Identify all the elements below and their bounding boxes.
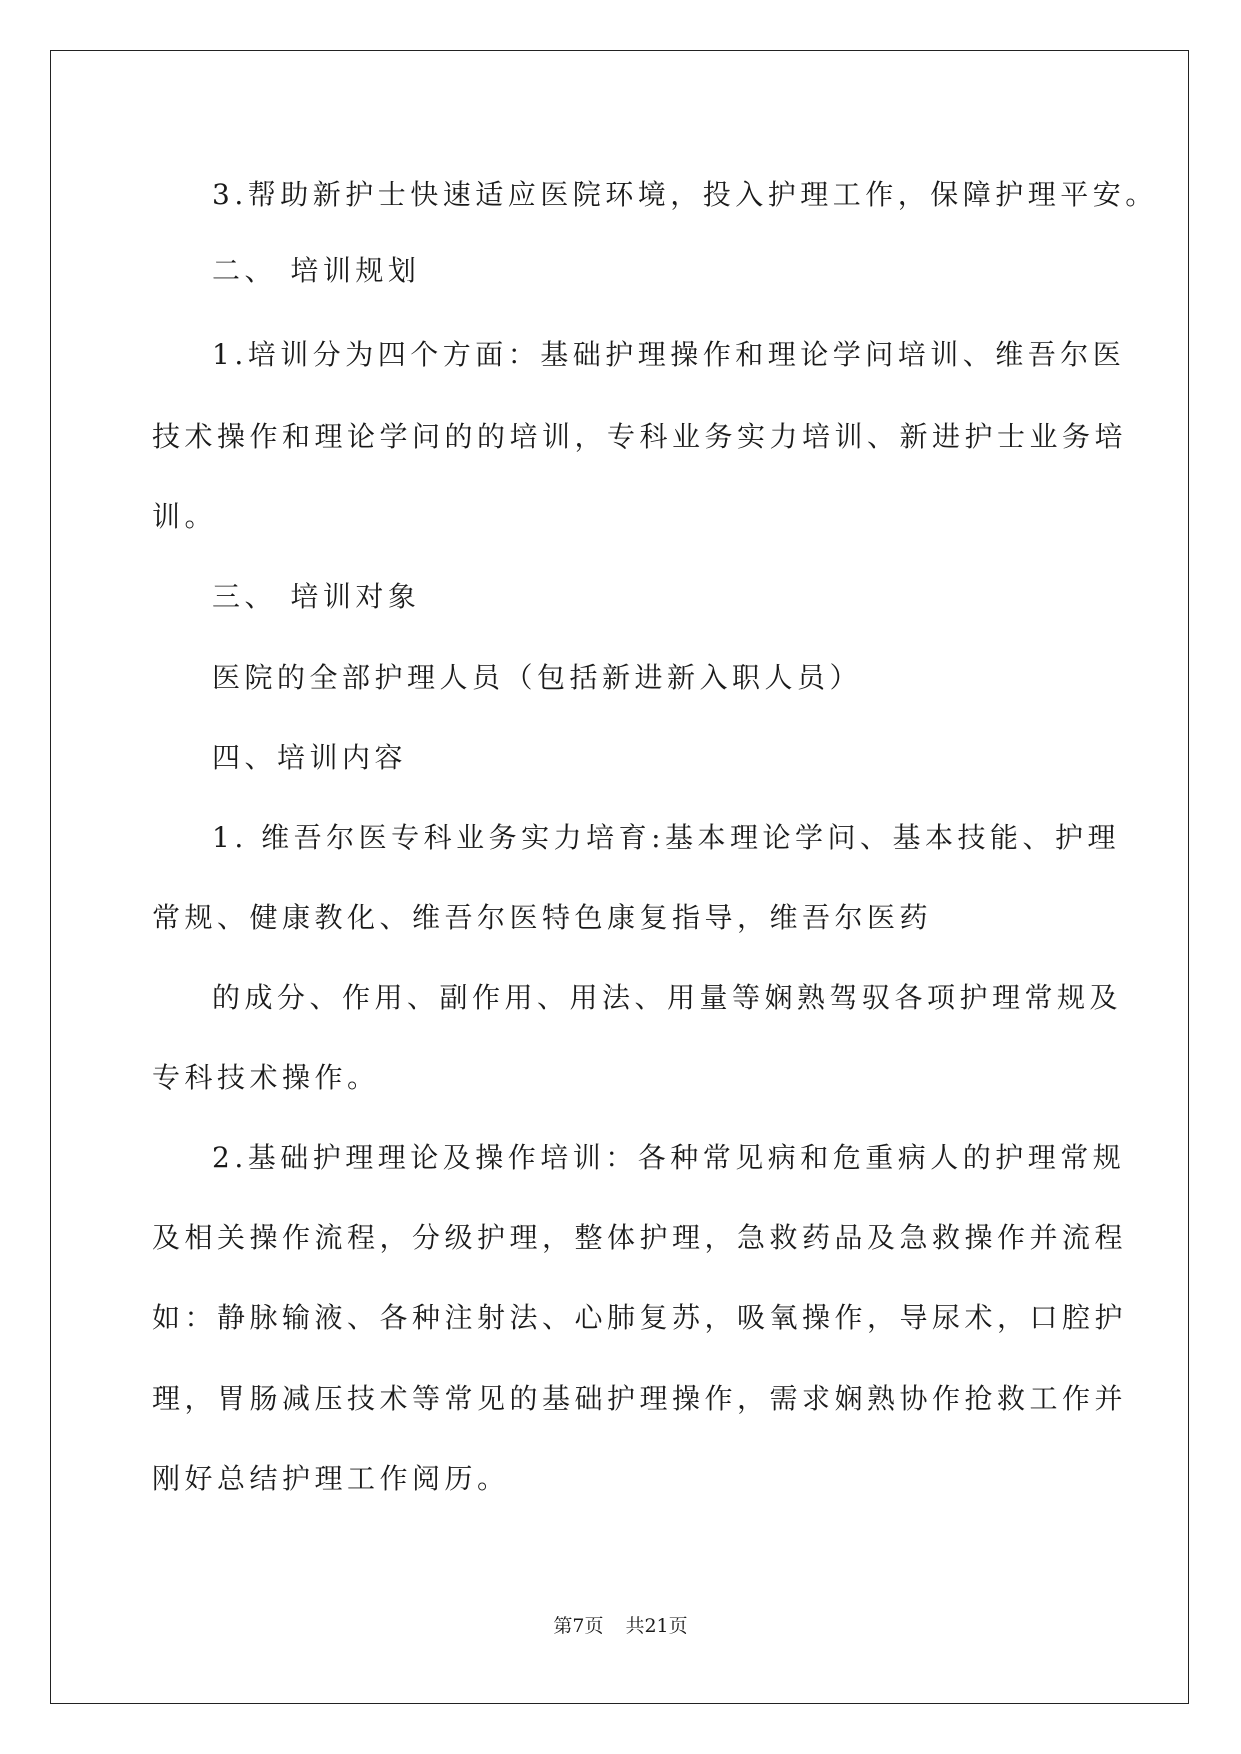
body-line-11: 的成分、作用、副作用、用法、用量等娴熟驾驭各项护理常规及 [212,981,1123,1014]
section-heading-target: 三、 培训对象 [212,580,421,613]
body-line-7: 医院的全部护理人员（包括新进新入职人员） [212,661,863,694]
body-line-17: 刚好总结护理工作阅历。 [152,1462,510,1495]
total-pages-label: 共21页 [625,1615,688,1637]
body-line-16: 理，胃肠减压技术等常见的基础护理操作，需求娴熟协作抢救工作并 [152,1382,1128,1415]
body-line-14: 及相关操作流程，分级护理，整体护理，急救药品及急救操作并流程 [152,1221,1128,1254]
body-line-10: 常规、健康教化、维吾尔医特色康复指导，维吾尔医药 [152,901,933,934]
body-line-15: 如：静脉输液、各种注射法、心肺复苏，吸氧操作，导尿术，口腔护 [152,1301,1128,1334]
body-line-1: 3.帮助新护士快速适应医院环境，投入护理工作，保障护理平安。 [212,178,1158,211]
body-line-5: 训。 [152,500,218,533]
body-line-4: 技术操作和理论学问的的培训，专科业务实力培训、新进护士业务培 [152,420,1128,453]
body-line-9: 1. 维吾尔医专科业务实力培育:基本理论学问、基本技能、护理 [212,821,1121,854]
current-page-label: 第7页 [553,1615,604,1637]
section-heading-plan: 二、 培训规划 [212,254,421,287]
section-heading-content: 四、培训内容 [212,741,408,774]
body-line-12: 专科技术操作。 [152,1061,380,1094]
body-line-3: 1.培训分为四个方面：基础护理操作和理论学问培训、维吾尔医 [212,338,1126,371]
page-frame [50,50,1189,1704]
page-footer [0,1614,1241,1638]
body-line-13: 2.基础护理理论及操作培训：各种常见病和危重病人的护理常规 [212,1141,1126,1174]
